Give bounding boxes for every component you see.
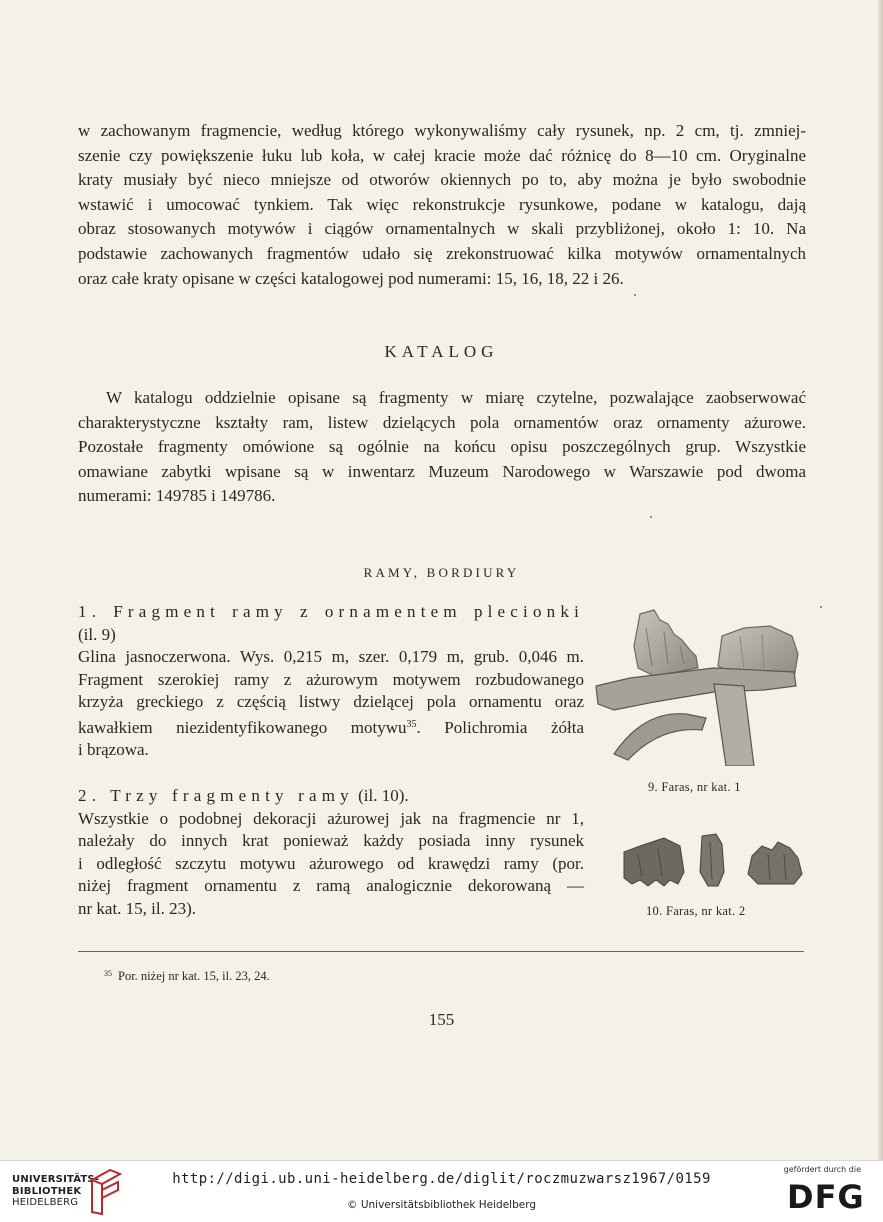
intro-paragraph xyxy=(78,119,806,291)
figure-9-caption: 9. Faras, nr kat. 1 xyxy=(648,780,741,794)
entry-line: należały do innych krat ponieważ każdy posiada inny rysunek xyxy=(78,831,584,850)
section-heading-ramy: RAMY, BORDIURY xyxy=(363,565,520,580)
paper-speck xyxy=(634,294,636,296)
figure-10-frame-fragments-image xyxy=(618,832,808,888)
copyright-notice: © Universitätsbibliothek Heidelberg xyxy=(346,1199,536,1211)
entry-title-row xyxy=(78,785,584,808)
entry-line: i odległość szczytu motywu ażurowego od krawędzi ramy (por. xyxy=(78,853,584,873)
katalog-line: omawiane zabytki wpisane są w inwentarz Muzeum Narodowego w Warszawie pod dwoma xyxy=(78,461,806,481)
entry-title: 1. Fragment ramy z ornamentem plecionki xyxy=(78,602,584,621)
catalog-entry-1 xyxy=(78,601,584,762)
catalog-entry-2 xyxy=(78,785,584,920)
intro-line: w zachowanym fragmencie, według którego wykonywaliśmy cały rysunek, np. 2 cm, tj. zmniej- xyxy=(78,121,806,140)
katalog-line: numerami: 149785 i 149786. xyxy=(78,486,276,506)
entry-line: Glina jasnoczerwona. Wys. 0,215 m, szer. 0,179 m, grub. 0,046 m. xyxy=(78,647,584,666)
intro-line: obraz stosowanych motywów i ciągów ornamentalnych w skali przybliżonej, około 1: 10. Na xyxy=(78,219,806,239)
digitization-banner xyxy=(0,1160,883,1222)
entry-text: kawałkiem niezidentyfikowanego motywu xyxy=(78,717,407,737)
library-name-line: HEIDELBERG xyxy=(12,1197,79,1208)
entry-line: Wszystkie o podobnej dekoracji ażurowej jak na fragmencie nr 1, xyxy=(78,808,584,828)
entry-line: niżej fragment ornamentu z ramą analogicznie dekorowaną — xyxy=(78,876,584,895)
intro-line: szenie czy powiększenie łuku lub koła, w całej kracie może dać różnicę do 8—10 cm. Oryginalne xyxy=(78,145,806,165)
paper-speck xyxy=(820,606,822,608)
figure-9-frame-fragment-image xyxy=(594,606,804,766)
footnote-ref[interactable]: 35 xyxy=(406,718,417,730)
library-name-line: UNIVERSITÄTS- xyxy=(12,1174,100,1185)
footnote-text: Por. niżej nr kat. 15, il. 23, 24. xyxy=(118,969,270,983)
dfg-logo-icon[interactable] xyxy=(787,1179,871,1213)
figure-10-caption: 10. Faras, nr kat. 2 xyxy=(646,904,746,918)
katalog-line: W katalogu oddzielnie opisane są fragmenty w miarę czytelne, pozwalające zaobserwować xyxy=(106,388,806,407)
footnote-rule xyxy=(78,951,804,952)
entry-line: nr kat. 15, il. 23). xyxy=(78,898,197,918)
intro-line: oraz całe kraty opisane w części katalogowej pod numerami: 15, 16, 18, 22 i 26. xyxy=(78,268,624,288)
entry-title: 2. Trzy fragmenty ramy xyxy=(78,786,354,805)
document-url-link[interactable]: http://digi.ub.uni-heidelberg.de/diglit/roczmuzwarsz1967/0159 xyxy=(172,1171,711,1187)
footnote xyxy=(104,969,270,984)
library-name-line: BIBLIOTHEK xyxy=(12,1185,82,1197)
page-number: 155 xyxy=(428,1010,455,1029)
intro-line: kraty musiały być nieco mniejsze od otworów okiennych po to, aby można je było swobodnie xyxy=(78,170,806,190)
section-heading-katalog: KATALOG xyxy=(384,342,499,361)
entry-ref: (il. 10). xyxy=(358,786,409,805)
entry-line: Fragment szerokiej ramy z ażurowym motywem rozbudowanego xyxy=(78,669,584,689)
intro-line: wstawić i umocować tynkiem. Tak więc rekonstrukcje rysunkowe, podane w katalogu, dają xyxy=(78,194,806,214)
katalog-line: Pozostałe fragmenty omówione są ogólnie na końcu opisu poszczególnych grup. Wszystkie xyxy=(78,437,806,457)
katalog-paragraph xyxy=(78,386,806,509)
dfg-logo-text: DFG xyxy=(787,1179,865,1213)
footnote-number: 35 xyxy=(104,969,112,978)
entry-ref: (il. 9) xyxy=(78,624,116,644)
katalog-line: charakterystyczne kształty ram, listew dzielących pola ornamentów oraz ornamenty ażurowe. xyxy=(78,412,806,432)
intro-line: podstawie zachowanych fragmentów udało się zrekonstruować kilka motywów ornamentalnych xyxy=(78,243,806,263)
paper-speck xyxy=(650,516,652,518)
entry-line-with-footnote xyxy=(78,714,584,740)
entry-line: i brązowa. xyxy=(78,740,149,759)
entry-line: krzyża greckiego z częścią listwy dzielącej pola ornamentu oraz xyxy=(78,692,584,711)
entry-text: . Polichromia żółta xyxy=(416,717,584,737)
funded-by-label: gefördert durch die xyxy=(783,1165,861,1174)
